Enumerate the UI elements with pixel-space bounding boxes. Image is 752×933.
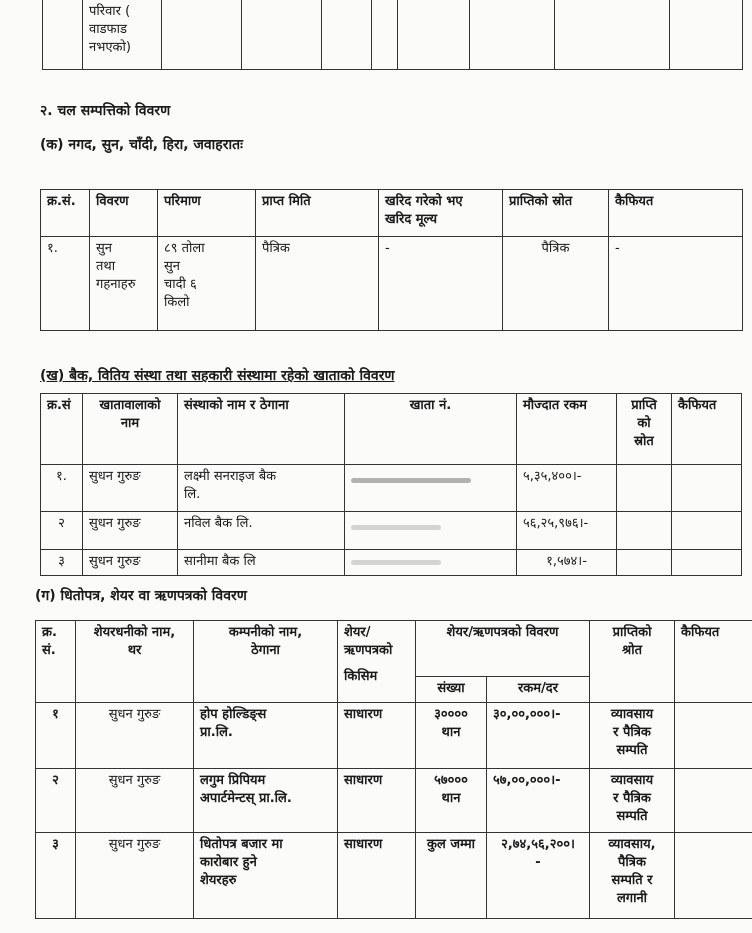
redacted-account (345, 512, 517, 550)
subtitle-ga: (ग) धितोपत्र, शेयर वा ऋणपत्रको विवरण (35, 588, 247, 604)
cash-gold-table (40, 189, 743, 331)
bank-accounts-table (40, 393, 742, 576)
shares-table (35, 620, 752, 919)
col-company: कम्पनीको नाम, ठेगाना (194, 621, 338, 703)
table-row: ३ सुधन गुरुङ सानीमा बैक लि १,५७४।- (41, 550, 742, 576)
col-type: शेयर/ ऋणपत्रको किसिम (338, 621, 416, 703)
section-2-title: २. चल सम्पत्तिको विवरण (40, 103, 171, 119)
table-row: १ सुधन गुरुङ होप होल्डिङ्स प्रा.लि. साधारण ३०००० थान ३०,००,०००।- व्यावसाय र पैत्रिक सम्पति (36, 703, 752, 769)
col-amount: रकम/दर (487, 677, 590, 703)
family-cell: परिवार ( वाडफाड नभएको) (83, 0, 162, 70)
table-row: २ सुधन गुरुङ नविल बैक लि. ५६,२५,९७६।- (41, 512, 742, 550)
col-holder: खातावालाको नाम (83, 394, 178, 465)
col-holder: शेयरधनीको नाम, थर (76, 621, 194, 703)
col-account: खाता नं. (345, 394, 517, 465)
table-row: १. सुधन गुरुङ लक्ष्मी सनराइज बैक लि. ५,३५,४००।- (41, 465, 742, 512)
redacted-account (345, 465, 517, 512)
redacted-account (345, 550, 517, 576)
subtitle-ka: (क) नगद, सुन, चाँदी, हिरा, जवाहरातः (40, 137, 243, 153)
col-source: प्राप्तिको श्रोत (590, 621, 675, 703)
redaction-mark (351, 478, 471, 483)
col-remark: कैफियत (675, 621, 752, 703)
col-price: खरिद गरेको भए खरिद मूल्य (379, 190, 503, 237)
col-count: संख्या (416, 677, 487, 703)
col-remark: कैफियत (672, 394, 742, 465)
redaction-mark (351, 525, 441, 530)
col-source: प्राप्ति को स्रोत (617, 394, 672, 465)
redaction-mark (351, 560, 441, 565)
table-row: २ सुधन गुरुङ लगुम प्रिपियम अपार्टमेन्टस् प्रा.लि. साधारण ५७००० थान ५७,००,०००।- व्यावसाय र पैत्रिक सम्पति (36, 769, 752, 833)
col-sn: क्र. सं. (36, 621, 76, 703)
col-desc: विवरण (90, 190, 158, 237)
col-remark: कैफियत (609, 190, 743, 237)
subtitle-kha: (ख) बैक, वितिय संस्था तथा सहकारी संस्थामा रहेको खाताको विवरण (40, 368, 395, 384)
col-qty: परिमाण (158, 190, 256, 237)
col-detail: शेयर/ऋणपत्रको विवरण (416, 621, 590, 677)
col-date: प्राप्त मिति (256, 190, 379, 237)
col-source: प्राप्तिको स्रोत (503, 190, 609, 237)
table-row: १. सुन तथा गहनाहरु ८९ तोला सुन चादी ६ किलो पैत्रिक - पैत्रिक - (41, 237, 743, 331)
col-sn: क्र.सं. (41, 190, 90, 237)
top-table (42, 0, 743, 70)
col-bank: संस्थाको नाम र ठेगाना (178, 394, 345, 465)
col-sn: क्र.सं (41, 394, 83, 465)
table-row: ३ सुधन गुरुङ धितोपत्र बजार मा कारोबार हुने शेयरहरु साधारण कुल जम्मा २,७४,५६,२००। - व्यावसाय, पैत्रिक सम्पति र लगानी (36, 833, 752, 919)
col-balance: मौज्दात रकम (517, 394, 617, 465)
